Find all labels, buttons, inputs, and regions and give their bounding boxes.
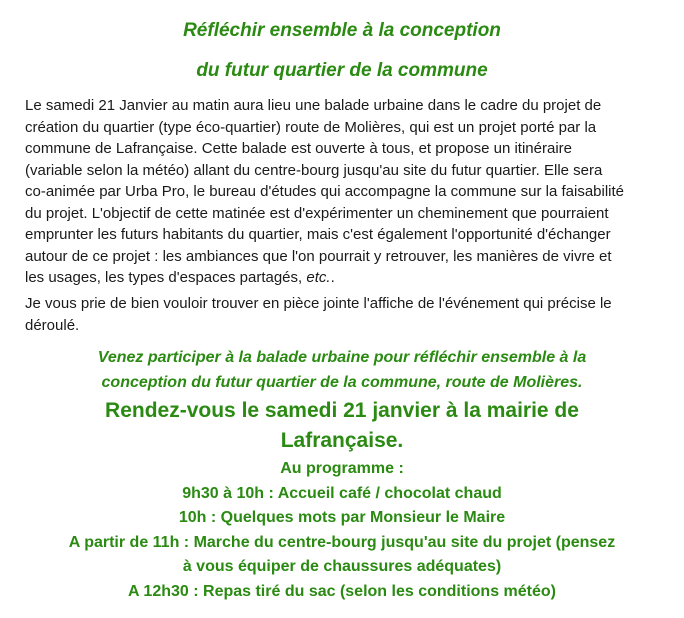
intro-last-period: . [330,269,335,286]
programme-heading: Au programme : [280,460,404,477]
intro-line: (variable selon la météo) allant du centre-bourg jusqu'au site du futur quartier. Elle sera [25,161,603,179]
rendezvous-line: Rendez-vous le samedi 21 janvier à la mairie de [105,399,579,422]
programme-item: 10h : Quelques mots par Monsieur le Maire [178,509,506,526]
programme-item: 9h30 à 10h : Accueil café / chocolat chaud [182,484,502,502]
intro-line: commune de Lafrançaise. Cette balade est ouverte à tous, et propose un itinéraire [25,140,572,157]
intro-line-last [25,267,659,289]
programme-item: à vous équiper de chaussures adéquates) [182,558,502,575]
intro-line: du projet. L'objectif de cette matinée est d'expérimenter un cheminement que pourraient [25,204,609,222]
rendezvous-line: Lafrançaise. [280,429,404,452]
intro-line: emprunter les futurs habitants du quartier, mais c'est également l'opportunité d'échanger [25,226,611,243]
intro-last-text: les usages, les types d'espaces partagés, [25,269,307,286]
intro-paragraph [25,95,659,289]
programme-item: A 12h30 : Repas tiré du sac (selon les conditions météo) [128,582,556,600]
programme-block [0,457,684,604]
programme-item: A partir de 11h : Marche du centre-bourg jusqu'au site du projet (pensez [68,533,616,551]
intro-line: co-animée par Urba Pro, le bureau d'études qui accompagne la commune sur la faisabilité [25,183,625,200]
intro-line: autour de ce projet : les ambiances que l'on pourrait y retrouver, les manières de vivre et [25,247,612,265]
attachment-line: déroulé. [25,316,80,334]
page-title-line-1: Réfléchir ensemble à la conception [183,20,501,41]
invitation-block [0,345,684,395]
page-title-line-2: du futur quartier de la commune [196,60,488,81]
intro-line: Le samedi 21 Janvier au matin aura lieu une balade urbaine dans le cadre du projet de [25,97,602,114]
invitation-line: Venez participer à la balade urbaine pour réfléchir ensemble à la [97,349,587,366]
invitation-line: conception du futur quartier de la commune, route de Molières. [101,374,583,391]
attachment-paragraph [25,293,659,336]
attachment-line: Je vous prie de bien vouloir trouver en pièce jointe l'affiche de l'événement qui précise le [25,295,612,312]
rendezvous-heading [0,396,684,456]
intro-last-etc: etc. [306,269,331,286]
intro-line: création du quartier (type éco-quartier) route de Molières, qui est un projet porté par la [25,118,597,136]
